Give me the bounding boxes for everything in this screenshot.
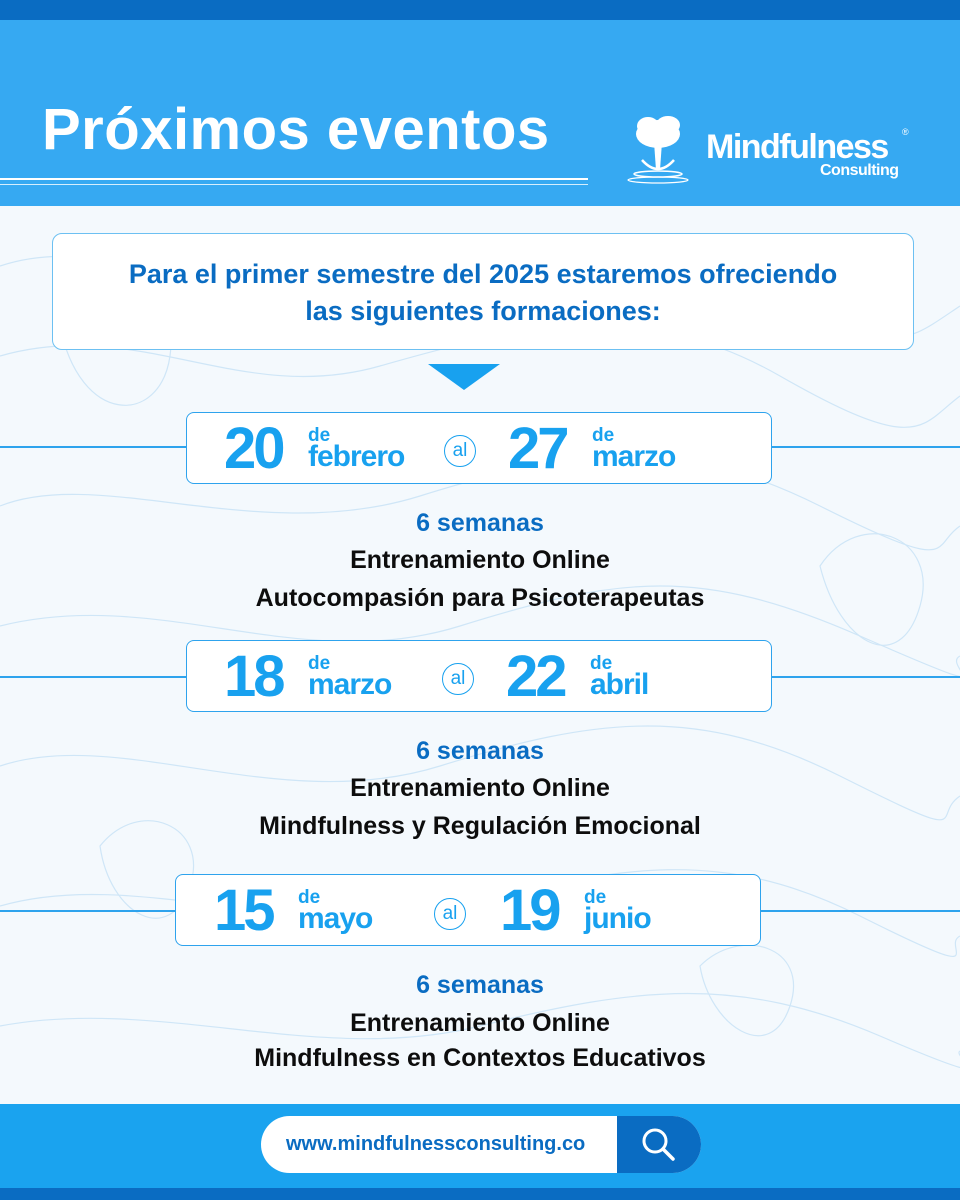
event-duration: 6 semanas	[416, 509, 544, 537]
event-name: Mindfulness en Contextos Educativos	[254, 1044, 706, 1072]
website-url[interactable]: www.mindfulnessconsulting.co	[286, 1133, 586, 1155]
event-connector: al	[444, 435, 476, 467]
url-bar[interactable]	[261, 1116, 701, 1173]
event-duration: 6 semanas	[416, 737, 544, 765]
event-name: Autocompasión para Psicoterapeutas	[255, 584, 705, 612]
brand-name: Mindfulness	[706, 128, 888, 166]
event-end-month: marzo	[592, 440, 676, 473]
event-start-day: 20	[224, 416, 283, 481]
brand-subtitle: Consulting	[820, 162, 899, 179]
event-connector: al	[434, 898, 466, 930]
event-start-month: marzo	[308, 668, 392, 701]
event-end-day: 19	[500, 878, 559, 943]
event-start-day: 18	[224, 644, 283, 709]
page-title: Próximos eventos	[42, 97, 550, 162]
event-end-de: de	[584, 887, 607, 908]
event-start-de: de	[298, 887, 321, 908]
event-name: Mindfulness y Regulación Emocional	[259, 812, 701, 840]
event-start-de: de	[308, 425, 331, 446]
event-start-month: febrero	[308, 440, 405, 473]
down-arrow-icon	[428, 364, 500, 390]
tree-logo-icon	[624, 112, 694, 188]
intro-box	[52, 233, 914, 350]
top-strip	[0, 0, 960, 20]
event-end-month: abril	[590, 668, 649, 701]
event-duration: 6 semanas	[416, 971, 544, 999]
event-connector: al	[442, 663, 474, 695]
bottom-strip	[0, 1188, 960, 1200]
event-start-month: mayo	[298, 902, 373, 935]
event-end-day: 27	[508, 416, 567, 481]
event-type: Entrenamiento Online	[350, 774, 610, 802]
registered-mark: ®	[902, 127, 909, 137]
event-type: Entrenamiento Online	[350, 546, 610, 574]
title-underline	[0, 178, 588, 180]
event-start-day: 15	[214, 878, 273, 943]
event-end-de: de	[590, 653, 613, 674]
event-end-day: 22	[506, 644, 565, 709]
event-type: Entrenamiento Online	[350, 1009, 610, 1037]
event-end-month: junio	[584, 902, 651, 935]
intro-line-1: Para el primer semestre del 2025 estaremos ofreciendo	[128, 259, 838, 289]
search-button[interactable]	[617, 1116, 701, 1173]
title-underline-thin	[0, 184, 588, 185]
search-icon	[617, 1116, 701, 1173]
event-end-de: de	[592, 425, 615, 446]
intro-line-2: las siguientes formaciones:	[305, 296, 661, 326]
event-start-de: de	[308, 653, 331, 674]
